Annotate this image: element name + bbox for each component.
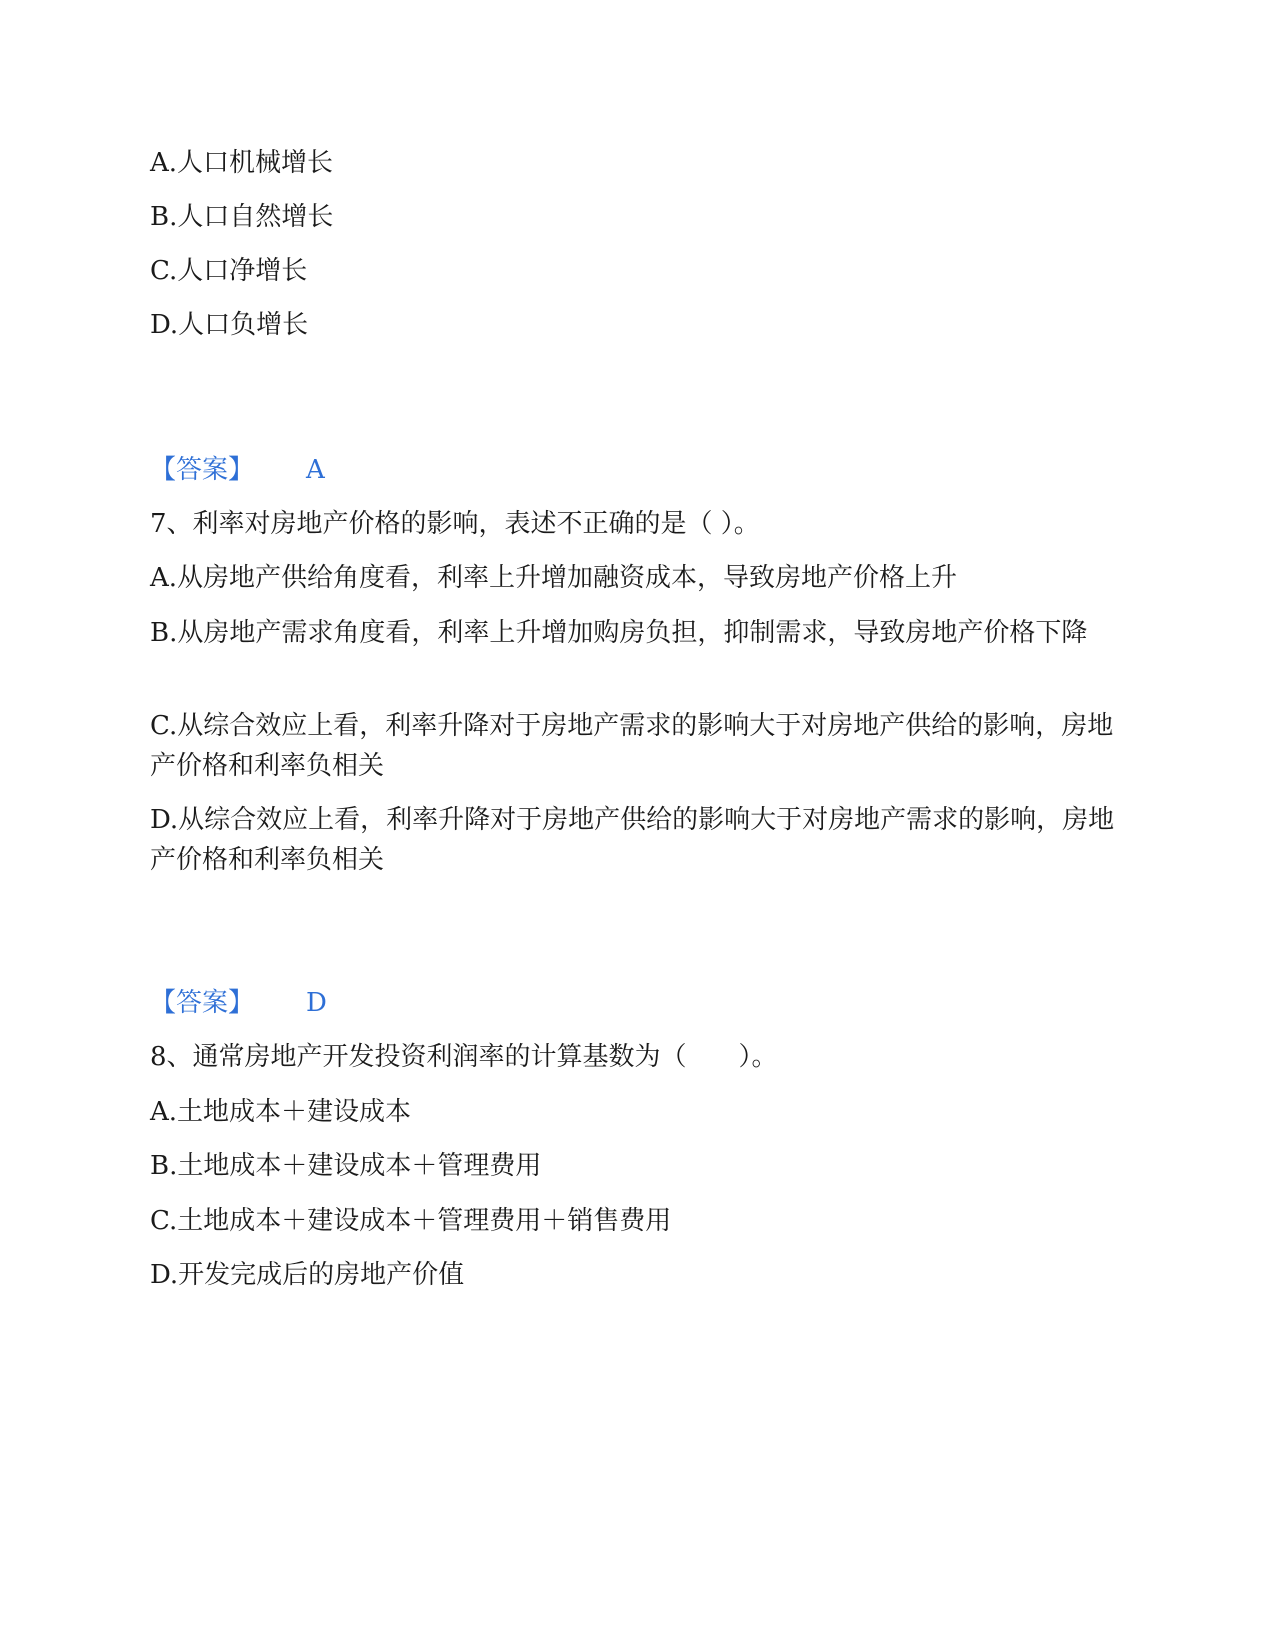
- q6-option-d: D.人口负增长: [150, 310, 309, 340]
- q6-option-c: C.人口净增长: [150, 256, 308, 286]
- q8-question: 8、通常房地产开发投资利润率的计算基数为（ ）。: [150, 1042, 778, 1072]
- q7-option-a: A.从房地产供给角度看，利率上升增加融资成本，导致房地产价格上升: [150, 563, 958, 593]
- q8-option-b: B.土地成本＋建设成本＋管理费用: [150, 1151, 542, 1181]
- q6-answer-label: 【答案】: [150, 455, 255, 485]
- q6-option-a: A.人口机械增长: [150, 148, 334, 178]
- q6-option-b: B.人口自然增长: [150, 202, 334, 232]
- q8-option-c: C.土地成本＋建设成本＋管理费用＋销售费用: [150, 1206, 672, 1236]
- q7-option-c: C.从综合效应上看，利率升降对于房地产需求的影响大于对房地产供给的影响，房地产价格和利率负相关: [150, 711, 1114, 781]
- q7-question: 7、利率对房地产价格的影响，表述不正确的是（ ）。: [150, 509, 760, 539]
- q8-option-a: A.土地成本＋建设成本: [150, 1097, 412, 1127]
- q8-option-d: D.开发完成后的房地产价值: [150, 1260, 465, 1290]
- q6-answer-value: A: [306, 455, 325, 485]
- q6-answer: [150, 450, 1125, 490]
- q7-option-d: D.从综合效应上看，利率升降对于房地产供给的影响大于对房地产需求的影响，房地产价格和利率负相关: [150, 805, 1115, 875]
- q7-option-b: B.从房地产需求角度看，利率上升增加购房负担，抑制需求，导致房地产价格下降: [150, 618, 1088, 648]
- q7-answer-label: 【答案】: [150, 988, 255, 1018]
- q7-answer-value: D: [306, 988, 327, 1018]
- q7-answer: [150, 983, 1125, 1023]
